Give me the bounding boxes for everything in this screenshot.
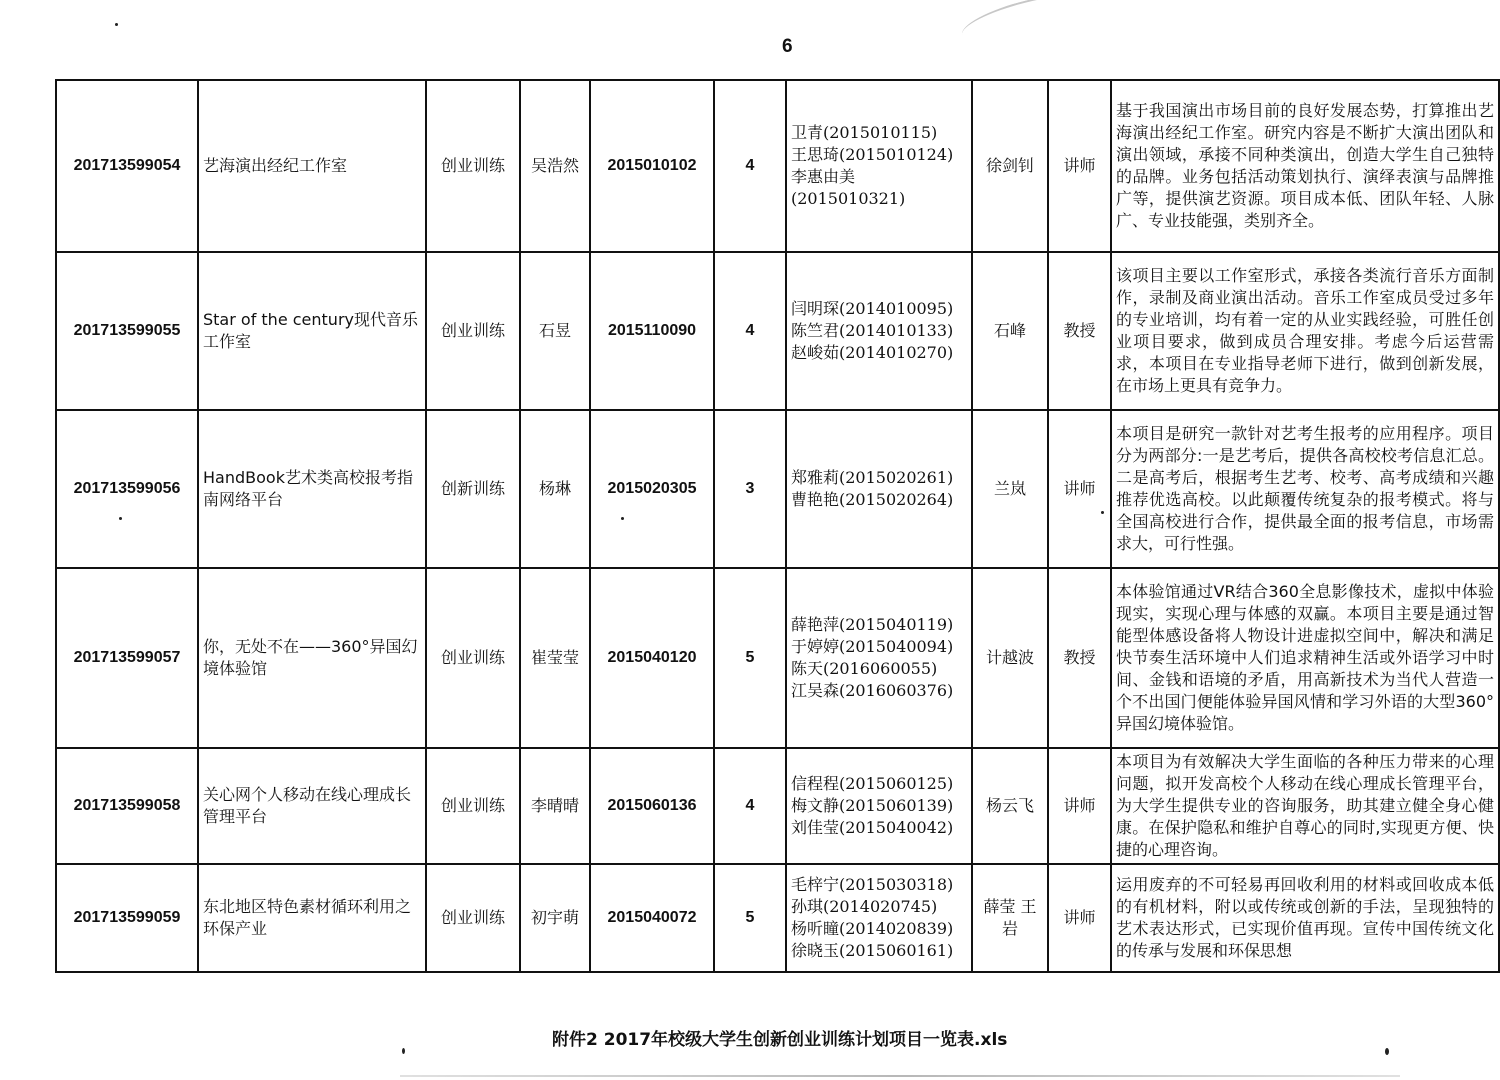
leader-name-cell: 石昱 [520, 252, 590, 410]
member-entry: 杨听瞳(2014020839) [791, 919, 954, 938]
member-entry: 信程程(2015060125) [791, 774, 954, 793]
leader-name-cell: 吴浩然 [520, 80, 590, 252]
member-count-cell: 4 [714, 252, 786, 410]
member-count-cell: 3 [714, 410, 786, 568]
member-count-cell: 4 [714, 748, 786, 864]
leader-name-cell: 崔莹莹 [520, 568, 590, 748]
project-type-cell: 创业训练 [426, 80, 520, 252]
project-id-cell: 201713599058 [56, 748, 198, 864]
leader-student-id-cell: 2015040072 [590, 864, 714, 972]
member-entry: 陈竺君(2014010133) [791, 321, 954, 340]
project-id-cell: 201713599055 [56, 252, 198, 410]
project-id-cell: 201713599056 [56, 410, 198, 568]
page-number: 6 [782, 36, 793, 57]
tutor-title-cell: 讲师 [1048, 748, 1111, 864]
tutor-name-cell: 计越波 [972, 568, 1048, 748]
scan-edge-shadow [400, 1075, 1400, 1077]
project-type-cell: 创业训练 [426, 864, 520, 972]
project-name-cell: 你，无处不在——360°异国幻境体验馆 [198, 568, 426, 748]
project-name-cell: HandBook艺术类高校报考指南网络平台 [198, 410, 426, 568]
description-cell [1111, 748, 1499, 864]
table-row [56, 410, 1499, 568]
scan-speck [402, 1048, 405, 1054]
description-text: 该项目主要以工作室形式，承接各类流行音乐方面制作，录制及商业演出活动。音乐工作室成员受过多年的专业培训，均有着一定的从业实践经验，可胜任创业项目要求，做到成员合理安排。考虑今后运营需求，本项目在专业指导老师下进行，做到创新发展，在市场上更具有竞争力。 [1116, 266, 1494, 395]
description-cell [1111, 568, 1499, 748]
project-name-cell: Star of the century现代音乐工作室 [198, 252, 426, 410]
footer-filename: 附件2 2017年校级大学生创新创业训练计划项目一览表.xls [552, 1030, 1008, 1050]
scan-speck [115, 23, 118, 26]
project-name-cell: 东北地区特色素材循环利用之环保产业 [198, 864, 426, 972]
member-entry: 刘佳莹(2015040042) [791, 818, 954, 837]
member-entry: 曹艳艳(2015020264) [791, 490, 954, 509]
tutor-name-cell: 薛莹 王岩 [972, 864, 1048, 972]
leader-student-id-cell: 2015110090 [590, 252, 714, 410]
member-entry: 毛梓宁(2015030318) [791, 875, 954, 894]
leader-name-cell: 初宇萌 [520, 864, 590, 972]
member-entry: (2015010321) [791, 189, 906, 208]
project-type-cell: 创业训练 [426, 252, 520, 410]
member-entry: 王思琦(2015010124) [791, 145, 954, 164]
tutor-title-cell: 教授 [1048, 252, 1111, 410]
tutor-name-cell: 石峰 [972, 252, 1048, 410]
project-type-cell: 创新训练 [426, 410, 520, 568]
faded-stamp-mark [958, 0, 1103, 52]
scan-speck [621, 517, 624, 520]
members-cell [786, 80, 972, 252]
project-id-cell: 201713599059 [56, 864, 198, 972]
member-count-cell: 5 [714, 864, 786, 972]
member-count-cell: 5 [714, 568, 786, 748]
leader-name-cell: 李晴晴 [520, 748, 590, 864]
scan-speck [1385, 1048, 1389, 1055]
table-row [56, 864, 1499, 972]
members-cell [786, 748, 972, 864]
member-entry: 孙琪(2014020745) [791, 897, 938, 916]
member-entry: 郑雅莉(2015020261) [791, 468, 954, 487]
project-name-cell: 艺海演出经纪工作室 [198, 80, 426, 252]
member-count-cell: 4 [714, 80, 786, 252]
members-cell [786, 252, 972, 410]
description-text: 运用废弃的不可轻易再回收利用的材料或回收成本低的有机材料，附以或传统或创新的手法，呈现独特的艺术表达形式，已实现价值再现。宣传中国传统文化的传承与发展和环保思想 [1116, 875, 1494, 960]
member-entry: 梅文静(2015060139) [791, 796, 954, 815]
tutor-name-cell: 杨云飞 [972, 748, 1048, 864]
member-entry: 薛艳萍(2015040119) [791, 615, 954, 634]
table-row [56, 568, 1499, 748]
member-entry: 赵峻茹(2014010270) [791, 343, 954, 362]
member-entry: 徐晓玉(2015060161) [791, 941, 954, 960]
member-entry: 江吴森(2016060376) [791, 681, 954, 700]
description-cell [1111, 252, 1499, 410]
description-text: 本体验馆通过VR结合360全息影像技术，虚拟中体验现实，实现心理与体感的双赢。本项目主要是通过智能型体感设备将人物设计进虚拟空间中，解决和满足快节奏生活环境中人们追求精神生活或外语学习中时间、金钱和语境的矛盾，用高新技术为当代人营造一个不出国门便能体验异国风情和学习外语的大型360°异国幻境体验馆。 [1116, 582, 1494, 733]
description-cell [1111, 410, 1499, 568]
member-entry: 李惠由美 [791, 167, 856, 186]
leader-student-id-cell: 2015020305 [590, 410, 714, 568]
member-entry: 陈天(2016060055) [791, 659, 938, 678]
tutor-title-cell: 教授 [1048, 568, 1111, 748]
tutor-name-cell: 兰岚 [972, 410, 1048, 568]
project-table [55, 79, 1500, 973]
tutor-title-cell: 讲师 [1048, 864, 1111, 972]
project-name-cell: 关心网个人移动在线心理成长管理平台 [198, 748, 426, 864]
member-entry: 闫明琛(2014010095) [791, 299, 954, 318]
description-text: 本项目是研究一款针对艺考生报考的应用程序。项目分为两部分:一是艺考后，提供各高校校考信息汇总。二是高考后，根据考生艺考、校考、高考成绩和兴趣推荐优选高校。以此颠覆传统复杂的报考模式。将与全国高校进行合作，提供最全面的报考信息，市场需求大，可行性强。 [1116, 424, 1494, 553]
leader-name-cell: 杨琳 [520, 410, 590, 568]
scan-speck [1101, 511, 1104, 514]
leader-student-id-cell: 2015040120 [590, 568, 714, 748]
description-cell [1111, 80, 1499, 252]
members-cell [786, 568, 972, 748]
table-row [56, 748, 1499, 864]
project-type-cell: 创业训练 [426, 568, 520, 748]
leader-student-id-cell: 2015010102 [590, 80, 714, 252]
project-id-cell: 201713599057 [56, 568, 198, 748]
tutor-name-cell: 徐剑钊 [972, 80, 1048, 252]
table-row [56, 80, 1499, 252]
description-cell [1111, 864, 1499, 972]
scan-speck [119, 517, 122, 520]
members-cell [786, 864, 972, 972]
members-cell [786, 410, 972, 568]
member-entry: 卫青(2015010115) [791, 123, 938, 142]
project-type-cell: 创业训练 [426, 748, 520, 864]
description-text: 本项目为有效解决大学生面临的各种压力带来的心理问题，拟开发高校个人移动在线心理成长管理平台，为大学生提供专业的咨询服务，助其建立健全身心健康。在保护隐私和维护自尊心的同时,实现更方便、快捷的心理咨询。 [1116, 752, 1494, 859]
member-entry: 于婷婷(2015040094) [791, 637, 954, 656]
tutor-title-cell: 讲师 [1048, 80, 1111, 252]
description-text: 基于我国演出市场目前的良好发展态势，打算推出艺海演出经纪工作室。研究内容是不断扩大演出团队和演出领域，承接不同种类演出，创造大学生自己独特的品牌。业务包括活动策划执行、演绎表演与品牌推广等，提供演艺资源。项目成本低、团队年轻、人脉广、专业技能强，类别齐全。 [1116, 101, 1494, 230]
leader-student-id-cell: 2015060136 [590, 748, 714, 864]
table-row [56, 252, 1499, 410]
tutor-title-cell: 讲师 [1048, 410, 1111, 568]
project-id-cell: 201713599054 [56, 80, 198, 252]
